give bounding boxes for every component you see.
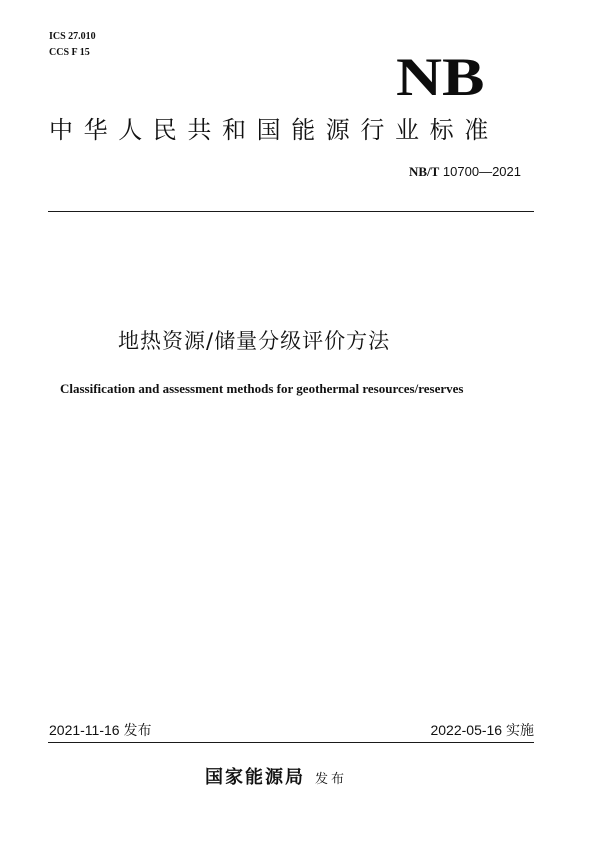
implementation-date: 2022-05-16 实施 <box>430 722 534 738</box>
issue-date: 2021-11-16 发布 <box>49 722 152 738</box>
top-divider <box>48 211 534 212</box>
publisher-name: 国家能源局 <box>205 767 305 788</box>
standard-category-title: 中华人民共和国能源行业标准 <box>49 116 499 144</box>
chinese-title: 地热资源/储量分级评价方法 <box>118 329 391 353</box>
ics-code: ICS 27.010 <box>49 31 96 42</box>
english-title: Classification and assessment methods for geothermal resources/reserves <box>60 381 464 396</box>
standard-number-prefix: NB/T <box>408 164 440 179</box>
standard-number-value: 10700—2021 <box>442 164 521 179</box>
publisher-line <box>205 765 347 792</box>
bottom-divider <box>48 742 534 743</box>
nb-logo: NB <box>396 47 485 107</box>
ccs-code: CCS F 15 <box>49 47 90 58</box>
standard-number <box>409 164 521 180</box>
publish-action: 发布 <box>315 772 348 787</box>
